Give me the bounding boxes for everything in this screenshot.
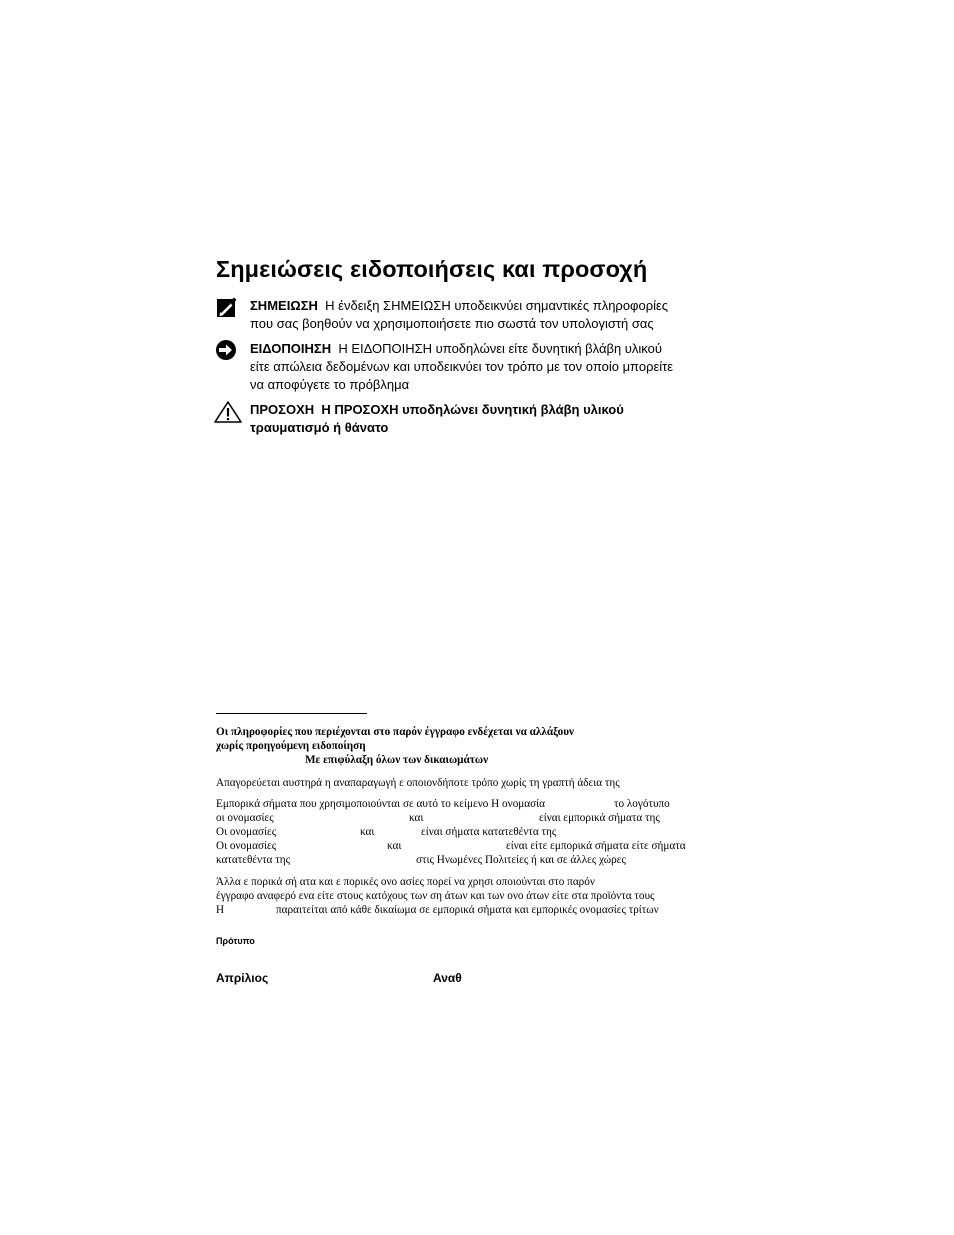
legal-p3-line-4c: είναι είτε εμπορικά σήματα είτε σήματα <box>506 840 686 852</box>
legal-p3-line-3a: Οι ονομασίες <box>216 826 277 838</box>
notice-text <box>250 340 720 394</box>
legal-p2-line: Απαγορεύεται αυστηρά η αναπαραγωγή ε οποιονδήποτε τρόπο χωρίς τη γραπτή άδεια της <box>216 777 620 789</box>
legal-p3-line-4a: Οι ονομασίες <box>216 840 277 852</box>
note-text <box>250 297 720 333</box>
legal-p3-line-4b: και <box>387 840 402 852</box>
legal-p3-line-3b: και <box>360 826 375 838</box>
legal-p1-line-2: χωρίς προηγούμενη ειδοποίηση <box>216 740 366 752</box>
notice-line-1: Η ΕΙΔΟΠΟΙΗΣΗ υποδηλώνει είτε δυνητική βλάβη υλικού <box>338 341 662 356</box>
legal-p1-line-3: Με επιφύλαξη όλων των δικαιωμάτων <box>305 754 489 766</box>
legal-p4-line-3b: παραιτείται από κάθε δικαίωμα σε εμπορικά σήματα και εμπορικές ονομασίες τρίτων <box>276 904 659 916</box>
notice-line-3: να αποφύγετε το πρόβλημα <box>250 377 410 392</box>
caution-block <box>214 401 714 441</box>
legal-paragraph-4 <box>216 875 716 917</box>
legal-p3-line-3c: είναι σήματα κατατεθέντα της <box>421 826 557 838</box>
legal-p3-line-5a: κατατεθέντα της <box>216 854 290 866</box>
pencil-note-icon <box>214 297 240 319</box>
legal-p4-line-1: Άλλα ε πορικά σή ατα και ε πορικές ονο ασίες πορεί να χρησι οποιούνται στο παρόν <box>216 876 595 888</box>
footer <box>216 971 616 989</box>
note-lead: ΣΗΜΕΙΩΣΗ <box>250 298 318 313</box>
legal-p4-line-3a: Η <box>216 904 225 916</box>
warning-triangle-icon <box>214 401 240 423</box>
legal-paragraph-3 <box>216 797 716 867</box>
footer-revision: Αναθ <box>433 971 462 985</box>
legal-p3-line-1a: Εμπορικά σήματα που χρησιμοποιούνται σε αυτό το κείμενο Η ονομασία <box>216 798 546 810</box>
legal-p3-line-1b: το λογότυπο <box>614 798 670 810</box>
legal-paragraph-2 <box>216 776 716 790</box>
legal-p3-line-2c: είναι εμπορικά σήματα της <box>539 812 660 824</box>
notice-block <box>214 340 714 395</box>
footer-date: Απρίλιος <box>216 971 269 985</box>
caution-lead: ΠΡΟΣΟΧΗ <box>250 402 315 417</box>
legal-p3-line-2b: και <box>409 812 424 824</box>
notice-lead: ΕΙΔΟΠΟΙΗΣΗ <box>250 341 332 356</box>
note-line-2: που σας βοηθούν να χρησιμοποιήσετε πιο σωστά τον υπολογιστή σας <box>250 316 654 331</box>
page-title: Σημειώσεις ειδοποιήσεις και προσοχή <box>216 256 648 282</box>
caution-line-2: τραυματισμό ή θάνατο <box>250 420 389 435</box>
legal-p3-line-5b: στις Ηνωμένες Πολιτείες ή και σε άλλες χώρες <box>416 854 626 866</box>
arrow-circle-icon <box>214 340 240 362</box>
notice-line-2: είτε απώλεια δεδομένων και υποδεικνύει τον τρόπο με τον οποίο μπορείτε <box>250 359 674 374</box>
model-label: Πρότυπο <box>216 936 255 946</box>
note-line-1: Η ένδειξη ΣΗΜΕΙΩΣΗ υποδεικνύει σημαντικές πληροφορίες <box>325 298 669 313</box>
legal-p3-line-2a: οι ονομασίες <box>216 812 274 824</box>
legal-p4-line-2: έγγραφο αναφερό ενα είτε στους κατόχους των ση άτων και των ονο άτων είτε στα προϊόντα τους <box>216 890 655 902</box>
legal-paragraph-1 <box>216 725 716 767</box>
caution-line-1: Η ΠΡΟΣΟΧΗ υποδηλώνει δυνητική βλάβη υλικού <box>321 402 624 417</box>
separator-rule <box>216 713 367 714</box>
caution-text <box>250 401 720 437</box>
legal-p1-line-1: Οι πληροφορίες που περιέχονται στο παρόν έγγραφο ενδέχεται να αλλάξουν <box>216 726 575 738</box>
note-block <box>214 297 714 337</box>
